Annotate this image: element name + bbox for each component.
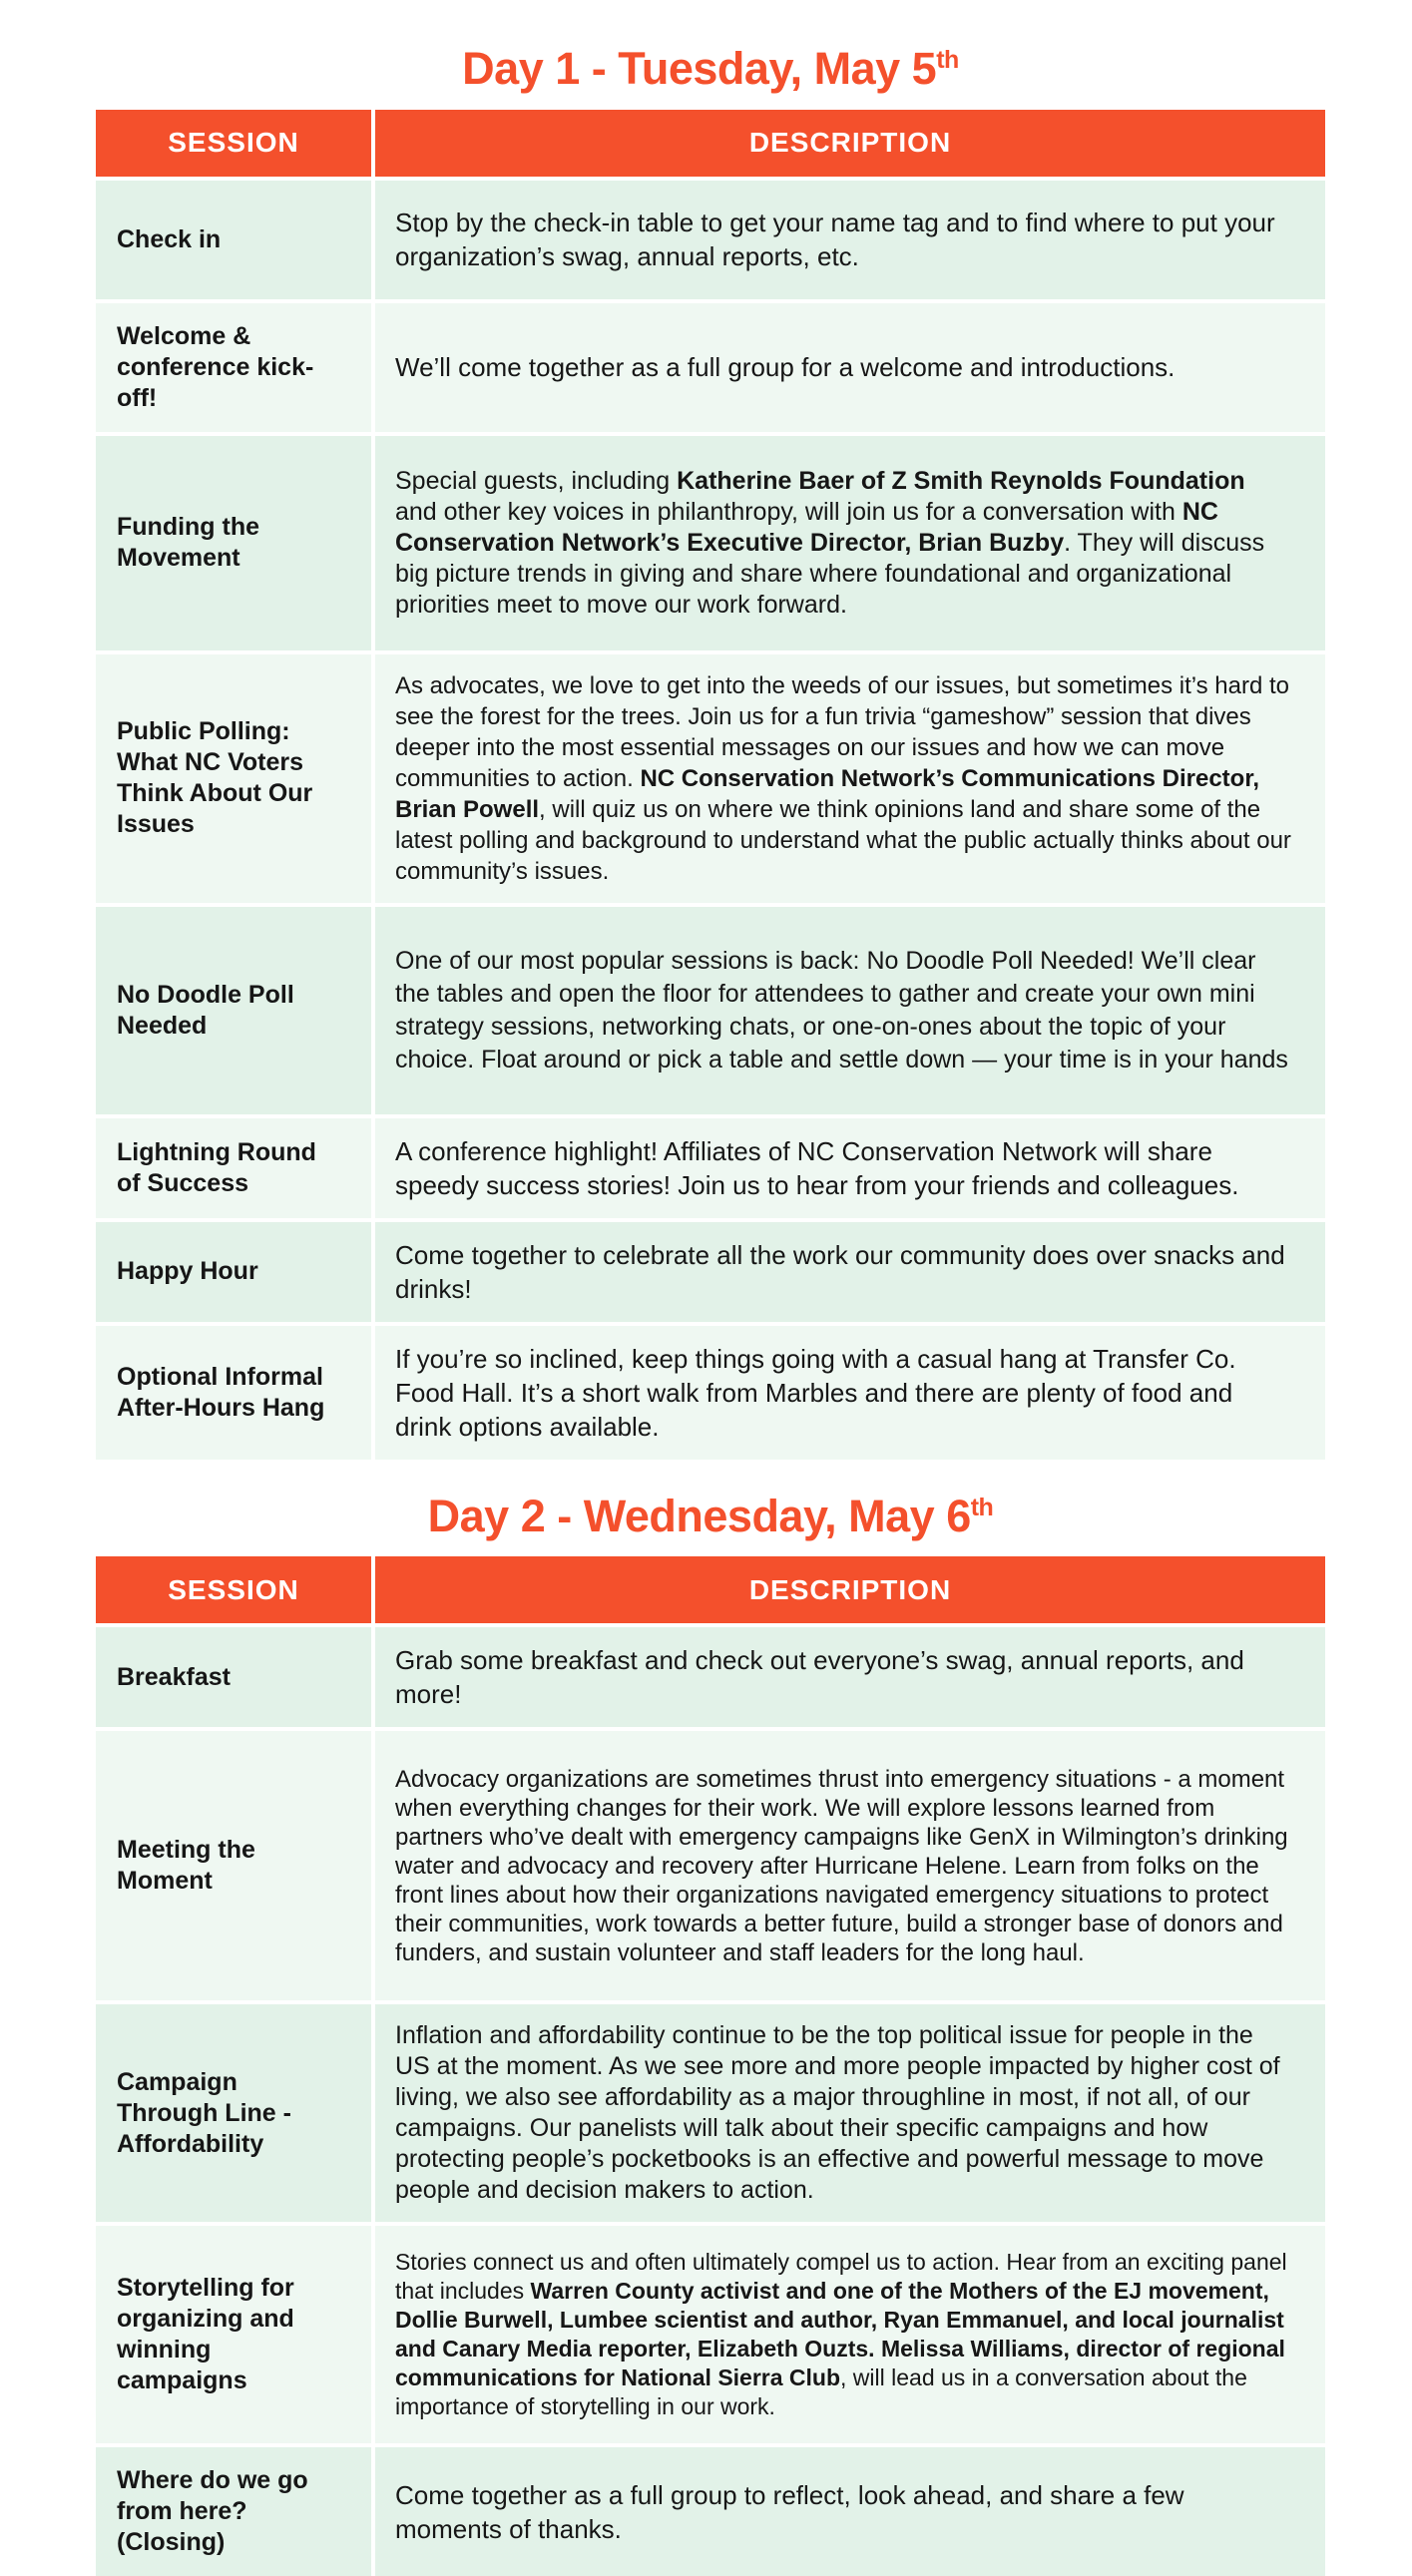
- day1-session-column-header: SESSION: [96, 110, 371, 177]
- day1-description-column-header: DESCRIPTION: [375, 110, 1325, 177]
- day1-title-text: Day 1 - Tuesday, May 5: [462, 43, 937, 94]
- description-cell-welcome-kickoff: [375, 303, 1325, 432]
- description-text-welcome-kickoff: We’ll come together as a full group for a welcome and introductions.: [395, 352, 1176, 382]
- session-label-welcome-kickoff: Welcome & conference kick-off!: [117, 321, 314, 412]
- session-label-breakfast: Breakfast: [117, 1662, 231, 1691]
- description-text-check-in: Stop by the check-in table to get your name tag and to find where to put your organization’s swag, annual reports, etc.: [395, 208, 1275, 271]
- description-cell-meeting-the-moment: [375, 1731, 1325, 2000]
- day2-schedule-table: [96, 1556, 1325, 2576]
- session-label-closing: Where do we go from here? (Closing): [117, 2466, 308, 2556]
- description-cell-funding-the-movement: [375, 436, 1325, 650]
- day2-title-text: Day 2 - Wednesday, May 6: [427, 1490, 971, 1541]
- description-cell-no-doodle-poll: [375, 907, 1325, 1114]
- session-cell-welcome-kickoff: [96, 303, 371, 432]
- description-cell-closing: [375, 2447, 1325, 2576]
- session-cell-storytelling: [96, 2226, 371, 2443]
- description-text-funding-the-movement: Special guests, including Katherine Baer of Z Smith Reynolds Foundation and other key voices in philanthropy, will join us for a conversation with NC Conservation Network’s Executive Director, Brian Buzby. They will discuss big picture trends in giving and share where foundational and organizational priorities meet to move our work forward.: [395, 466, 1265, 619]
- session-label-happy-hour: Happy Hour: [117, 1257, 258, 1285]
- session-cell-lightning-round: [96, 1118, 371, 1218]
- description-text-meeting-the-moment: Advocacy organizations are sometimes thrust into emergency situations - a moment when everything changes for their work. We will explore lessons learned from partners who’ve dealt with emergency campaigns like GenX in Wilmington’s drinking water and advocacy and recovery after Hurricane Helene. Learn from folks on the front lines about how their organizations navigated emergency situations to protect their communities, work towards a better future, build a stronger base of donors and funders, and sustain volunteer and staff leaders for the long haul.: [395, 1765, 1288, 1966]
- description-text-closing: Come together as a full group to reflect, look ahead, and share a few moments of thanks.: [395, 2479, 1184, 2544]
- session-label-lightning-round: Lightning Round of Success: [117, 1137, 316, 1197]
- description-text-happy-hour: Come together to celebrate all the work our community does over snacks and drinks!: [395, 1239, 1285, 1304]
- description-text-lightning-round: A conference highlight! Affiliates of NC Conservation Network will share speedy success stories! Join us to hear from your friends and colleagues.: [395, 1135, 1239, 1200]
- session-label-public-polling: Public Polling: What NC Voters Think About Our Issues: [117, 717, 313, 838]
- description-cell-breakfast: [375, 1627, 1325, 1727]
- session-cell-funding-the-movement: [96, 436, 371, 650]
- session-cell-happy-hour: [96, 1222, 371, 1322]
- session-cell-check-in: [96, 181, 371, 299]
- description-text-no-doodle-poll: One of our most popular sessions is back: No Doodle Poll Needed! We’ll clear the tables and open the floor for attendees to gather and create your own mini strategy sessions, networking chats, or one-on-ones about the topic of your choice. Float around or pick a table and settle down — your time is in your hands: [395, 946, 1288, 1073]
- day1-title-ordinal: th: [936, 46, 959, 74]
- session-cell-public-polling: [96, 654, 371, 903]
- session-label-check-in: Check in: [117, 224, 222, 253]
- session-label-storytelling: Storytelling for organizing and winning campaigns: [117, 2274, 294, 2394]
- description-text-storytelling: Stories connect us and often ultimately compel us to action. Hear from an exciting panel that includes Warren County activist and one of the Mothers of the EJ movement, Dollie Burwell, Lumbee scientist and author, Ryan Emmanuel, and local journalist and Canary Media reporter, Elizabeth Ouzts. Melissa Williams, director of regional communications for National Sierra Club, will lead us in a conversation about the importance of storytelling in our work.: [395, 2249, 1287, 2419]
- description-cell-after-hours-hang: [375, 1326, 1325, 1460]
- session-cell-meeting-the-moment: [96, 1731, 371, 2000]
- description-text-after-hours-hang: If you’re so inclined, keep things going with a casual hang at Transfer Co. Food Hall. It’s a short walk from Marbles and there are plenty of food and drink options available.: [395, 1343, 1236, 1442]
- day1-title: [96, 44, 1325, 94]
- day2-title: [96, 1492, 1325, 1541]
- day2-title-ordinal: th: [970, 1493, 994, 1521]
- description-cell-storytelling: [375, 2226, 1325, 2443]
- description-text-public-polling: As advocates, we love to get into the weeds of our issues, but sometimes it’s hard to see the forest for the trees. Join us for a fun trivia “gameshow” session that dives deeper into the most essential messages on our issues and how we can move communities to action. NC Conservation Network’s Communications Director, Brian Powell, will quiz us on where we think opinions land and share some of the latest polling and background to understand what the public actually thinks about our community’s issues.: [395, 671, 1291, 885]
- session-cell-campaign-through-line: [96, 2004, 371, 2222]
- session-cell-breakfast: [96, 1627, 371, 1727]
- description-text-breakfast: Grab some breakfast and check out everyone’s swag, annual reports, and more!: [395, 1645, 1244, 1709]
- session-cell-after-hours-hang: [96, 1326, 371, 1460]
- description-cell-happy-hour: [375, 1222, 1325, 1322]
- session-cell-no-doodle-poll: [96, 907, 371, 1114]
- day2-session-column-header: SESSION: [96, 1556, 371, 1623]
- session-cell-closing: [96, 2447, 371, 2576]
- session-label-meeting-the-moment: Meeting the Moment: [117, 1836, 255, 1895]
- day2-description-column-header: DESCRIPTION: [375, 1556, 1325, 1623]
- session-label-no-doodle-poll: No Doodle Poll Needed: [117, 980, 294, 1040]
- session-label-campaign-through-line: Campaign Through Line - Affordability: [117, 2067, 291, 2158]
- description-text-campaign-through-line: Inflation and affordability continue to be the top political issue for people in the US at the moment. As we see more and more people impacted by higher cost of living, we also see affordability as a major throughline in most, if not all, of our campaigns. Our panelists will talk about their specific campaigns and how protecting people’s pocketbooks is an effective and powerful message to move people and decision makers to action.: [395, 2021, 1280, 2204]
- description-cell-public-polling: [375, 654, 1325, 903]
- day1-schedule-table: [96, 110, 1325, 1460]
- session-label-funding-the-movement: Funding the Movement: [117, 513, 260, 572]
- description-cell-check-in: [375, 181, 1325, 299]
- description-cell-campaign-through-line: [375, 2004, 1325, 2222]
- session-label-after-hours-hang: Optional Informal After-Hours Hang: [117, 1362, 325, 1422]
- description-cell-lightning-round: [375, 1118, 1325, 1218]
